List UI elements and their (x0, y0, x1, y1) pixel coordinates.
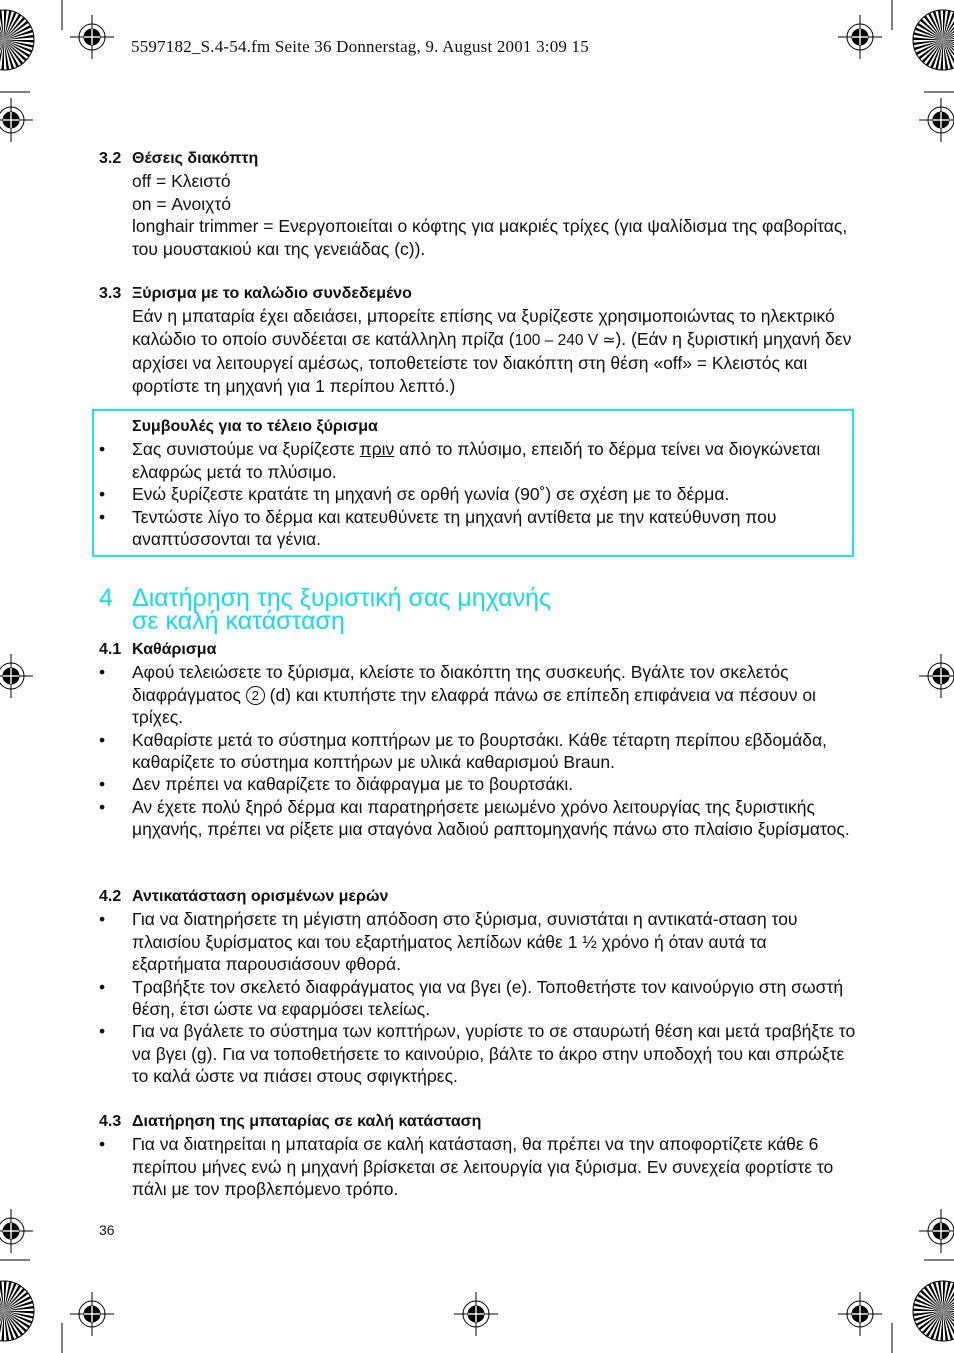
section-3-3 (99, 283, 858, 397)
registration-crosshair-icon (454, 1292, 498, 1336)
list-item: • Αφού τελειώσετε το ξύρισμα, κλείστε το διακόπτη της συσκευής. Βγάλτε τον σκελετός διαφράγματος 2 (d) και κτυπήστε την ελαφρά πάνω σε επίπεδη επιφάνεια να πέσουν οι τρίχες. (99, 661, 858, 728)
list-item: • Αν έχετε πολύ ξηρό δέρμα και παρατηρήσετε μειωμένο χρόνο λειτουργίας της ξυριστικής μηχανής, πρέπει να ρίξετε μια σταγόνα λαδιού ραπτομηχανής πάνω στο πλαίσιο ξυρίσματος. (99, 796, 858, 841)
registration-starburst-icon (913, 10, 954, 70)
list-item: • Καθαρίστε μετά το σύστημα κοπτήρων με το βουρτσάκι. Κάθε τέταρτη περίπου εβδομάδα, καθαρίζετε το σύστημα κοπτήρων με υλικά καθαρισμού Braun. (99, 729, 858, 774)
list-item: • Τραβήξτε τον σκελετό διαφράγματος για να βγει (e). Τοποθετήστε τον καινούργιο στη σωστή θέση, έτσι ώστε να εφαρμόσει τελείως. (99, 976, 858, 1021)
print-header: 5597182_S.4-54.fm Seite 36 Donnerstag, 9. August 2001 3:09 15 (131, 37, 589, 56)
registration-crosshair-icon (919, 98, 954, 142)
tips-heading: Συμβουλές για το τέλειο ξύρισμα (132, 418, 378, 435)
registration-crosshair-icon (919, 654, 954, 698)
section-heading: 4.3 Διατήρηση της μπαταρίας σε καλή κατάσταση (99, 1113, 482, 1130)
section-4-2 (99, 886, 858, 1088)
registration-starburst-icon (0, 10, 34, 70)
registration-crosshair-icon (838, 1292, 882, 1336)
switch-trimmer-line: longhair trimmer = Ενεργοποιείται ο κόφτης για μακριές τρίχες (για ψαλίδισμα της φαβορίτας, του μουστακιού και της γενειάδας (c)). (132, 216, 848, 259)
registration-crosshair-icon (0, 1209, 33, 1253)
registration-starburst-icon (913, 1281, 954, 1341)
section-4-1 (99, 639, 858, 841)
chapter-heading: 4 Διατήρηση της ξυριστική σας μηχανής σε καλή κατάσταση (99, 584, 552, 635)
list-item: • Ενώ ξυρίζεστε κρατάτε τη μηχανή σε ορθή γωνία (90˚) σε σχέση με το δέρμα. (99, 483, 858, 505)
section-4-3 (99, 1111, 858, 1201)
registration-crosshair-icon (838, 15, 882, 59)
list-item: • Δεν πρέπει να καθαρίζετε το διάφραγμα με το βουρτσάκι. (99, 773, 858, 795)
registration-crosshair-icon (70, 15, 114, 59)
section-heading: 4.2 Αντικατάσταση ορισμένων μερών (99, 888, 389, 905)
list-item: • Για να διατηρείται η μπαταρία σε καλή κατάσταση, θα πρέπει να την αποφορτίζετε κάθε 6 περίπου μήνες ενώ η μηχανή βρίσκεται σε λειτουργία για ξύρισμα. Εν συνεχεία φορτίστε το πάλι με τον προβλεπόμενο τρόπο. (99, 1133, 858, 1200)
list-item: • Για να διατηρήσετε τη μέγιστη απόδοση στο ξύρισμα, συνιστάται η αντικατά-σταση του πλαισίου ξυρίσματος και του εξαρτήματος λεπίδων κάθε 1 ½ χρόνο ή όταν αυτά τα εξαρτήματα παρουσιάσουν φθορά. (99, 908, 858, 975)
circled-number-icon: 2 (246, 686, 265, 705)
section-3-2 (99, 148, 858, 260)
page-number: 36 (99, 1222, 115, 1238)
switch-off-line: off = Κλειστό (132, 171, 231, 192)
registration-crosshair-icon (0, 98, 33, 142)
registration-crosshair-icon (0, 654, 33, 698)
tips-content (99, 416, 858, 550)
list-item: • Για να βγάλετε το σύστημα των κοπτήρων, γυρίστε το σε σταυρωτή θέση και μετά τραβήξτε το να βγει (g). Για να τοποθετήσετε το καινούριο, βάλτε το άκρο στην υποδοχή του και σπρώξτε το καλά ώστε να πιάσει στους σφιγκτήρες. (99, 1020, 858, 1087)
list-item: • Τεντώστε λίγο το δέρμα και κατευθύνετε τη μηχανή αντίθετα με την κατεύθυνση που αναπτύσσονται τα γένια. (99, 506, 858, 551)
voltage-label: 100 – 240 V ≃ (514, 331, 616, 349)
registration-starburst-icon (0, 1281, 34, 1341)
list-item: • Σας συνιστούμε να ξυρίζεστε πριν από το πλύσιμο, επειδή το δέρμα τείνει να διογκώνεται ελαφρώς μετά το πλύσιμο. (99, 438, 858, 483)
registration-crosshair-icon (919, 1209, 954, 1253)
registration-crosshair-icon (70, 1292, 114, 1336)
section-heading: 3.2 Θέσεις διακόπτη (99, 150, 259, 167)
cord-shaving-paragraph: Εάν η μπαταρία έχει αδειάσει, μπορείτε επίσης να ξυρίζεστε χρησιμοποιώντας το ηλεκτρικό καλώδιο το οποίο συνδέεται σε κατάλληλη πρίζα (100 – 240 V ≃). (Εάν η ξυριστική μηχανή δεν αρχίσει να λειτουργεί αμέσως, τοποθετείστε τον διακόπτη στη θέση «off» = Κλειστός και φορτίστε τη μηχανή για 1 περίπου λεπτό.) (132, 306, 852, 396)
switch-on-line: on = Ανοιχτό (132, 193, 231, 214)
section-heading: 3.3 Ξύρισμα με το καλώδιο συνδεδεμένο (99, 285, 412, 302)
section-heading: 4.1 Καθάρισμα (99, 641, 217, 658)
